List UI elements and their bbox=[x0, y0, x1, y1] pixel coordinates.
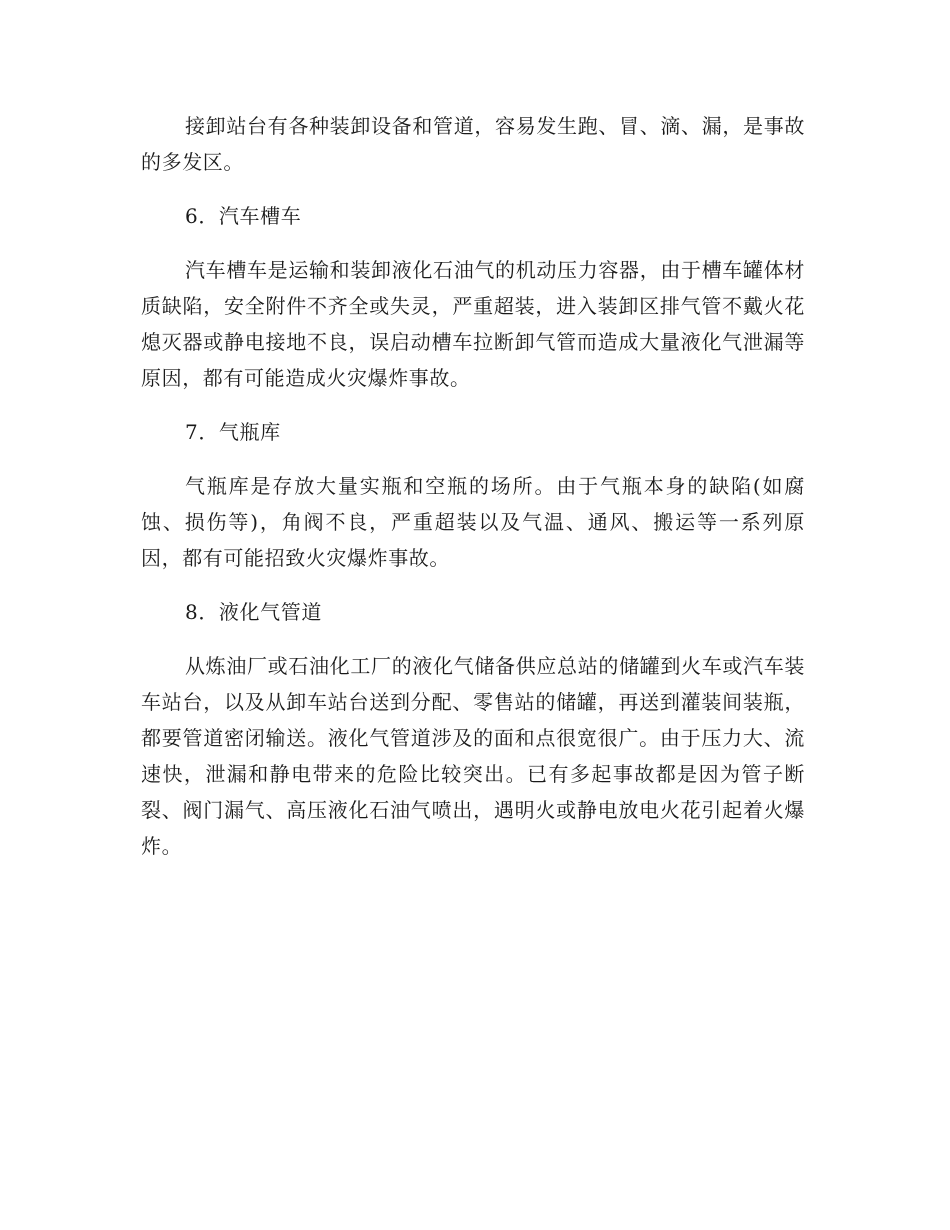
paragraph-loading-platform: 接卸站台有各种装卸设备和管道，容易发生跑、冒、滴、漏，是事故的多发区。 bbox=[141, 114, 805, 174]
section-heading-6: 6．汽车槽车 bbox=[185, 204, 302, 228]
section-heading-8: 8．液化气管道 bbox=[185, 600, 322, 624]
paragraph-cylinder-warehouse: 气瓶库是存放大量实瓶和空瓶的场所。由于气瓶本身的缺陷(如腐蚀、损伤等)，角阀不良，严重超装以及气温、通风、搬运等一系列原因，都有可能招致火灾爆炸事故。 bbox=[141, 474, 805, 570]
section-heading-7: 7．气瓶库 bbox=[185, 420, 281, 444]
document-body bbox=[141, 108, 805, 882]
paragraph-tank-truck: 汽车槽车是运输和装卸液化石油气的机动压力容器，由于槽车罐体材质缺陷，安全附件不齐全或失灵，严重超装，进入装卸区排气管不戴火花熄灭器或静电接地不良，误启动槽车拉断卸气管而造成大量液化气泄漏等原因，都有可能造成火灾爆炸事故。 bbox=[141, 258, 805, 390]
paragraph-lpg-pipeline: 从炼油厂或石油化工厂的液化气储备供应总站的储罐到火车或汽车装车站台，以及从卸车站台送到分配、零售站的储罐，再送到灌装间装瓶，都要管道密闭输送。液化气管道涉及的面和点很宽很广。由于压力大、流速快，泄漏和静电带来的危险比较突出。已有多起事故都是因为管子断裂、阀门漏气、高压液化石油气喷出，遇明火或静电放电火花引起着火爆炸。 bbox=[141, 654, 805, 858]
